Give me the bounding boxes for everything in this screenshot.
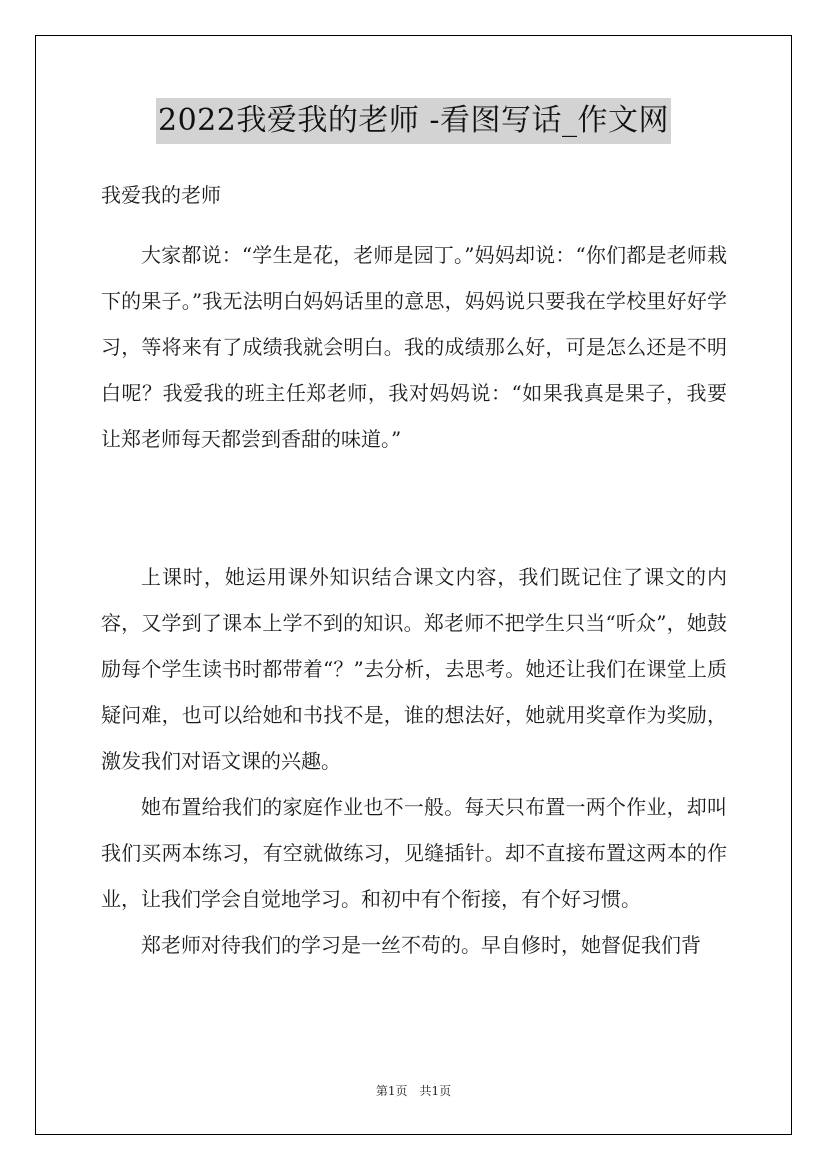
spacer — [101, 218, 727, 232]
page-number: 第1页 共1页 — [375, 1084, 452, 1098]
paragraph-2: 上课时，她运用课外知识结合课文内容，我们既记住了课文的内容，又学到了课本上学不到的知识。郑老师不把学生只当“听众”，她鼓励每个学生读书时都带着“？”去分析，去思考。她还让我们在课堂上质疑问难，也可以给她和书找不是，谁的想法好，她就用奖章作为奖励，激发我们对语文课的兴趣。 — [101, 565, 727, 773]
document-subtitle: 我爱我的老师 — [101, 183, 221, 207]
document-body — [101, 172, 727, 968]
title-area — [0, 98, 827, 144]
paragraph-1: 大家都说：“学生是花，老师是园丁。”妈妈却说：“你们都是老师栽下的果子。”我无法明白妈妈话里的意思，妈妈说只要我在学校里好好学习，等将来有了成绩我就会明白。我的成绩那么好，可是怎么还是不明白呢？我爱我的班主任郑老师，我对妈妈说：“如果我真是果子，我要让郑老师每天都尝到香甜的味道。” — [101, 243, 727, 451]
page-footer — [0, 1082, 827, 1099]
paragraph-4: 郑老师对待我们的学习是一丝不苟的。早自修时，她督促我们背 — [141, 933, 701, 957]
paragraph-3: 她布置给我们的家庭作业也不一般。每天只布置一两个作业，却叫我们买两本练习，有空就做练习，见缝插针。却不直接布置这两本的作业，让我们学会自觉地学习。和初中有个衔接，有个好习惯。 — [101, 795, 727, 911]
document-title: 2022我爱我的老师 -看图写话_作文网 — [156, 98, 671, 144]
spacer — [101, 462, 727, 554]
